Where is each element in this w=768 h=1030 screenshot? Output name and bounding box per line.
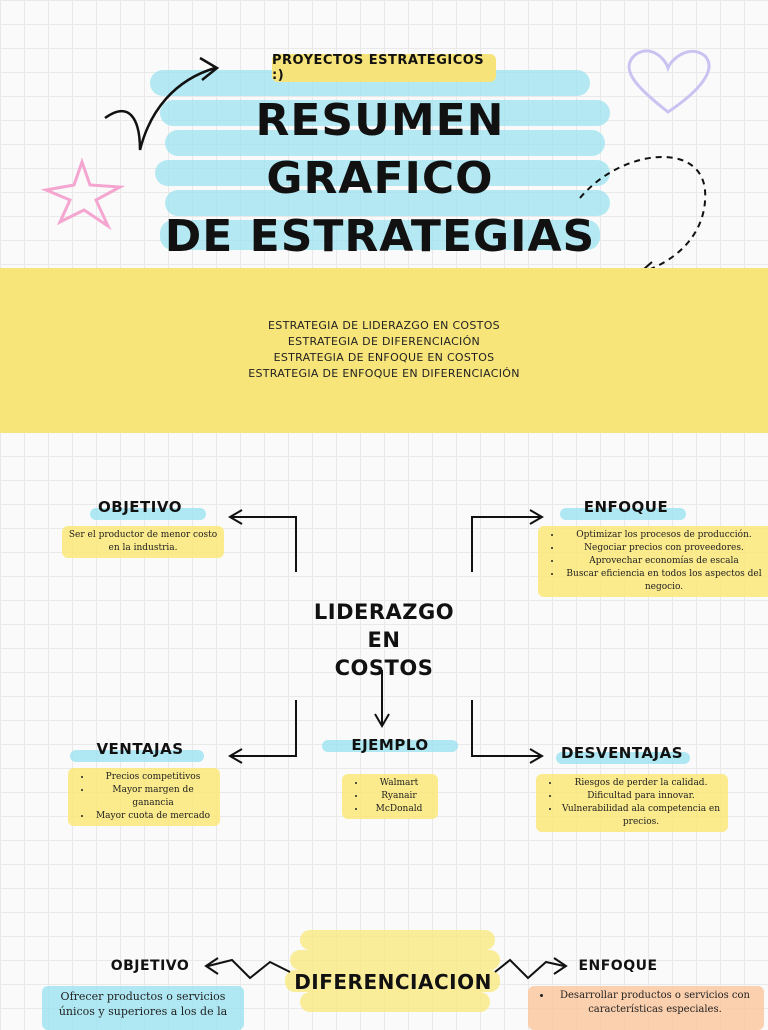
- ejemplo-title: EJEMPLO: [351, 736, 429, 754]
- strategy-list: [0, 318, 768, 382]
- heart-icon: [629, 51, 709, 112]
- strategy-item: ESTRATEGIA DE ENFOQUE EN DIFERENCIACIÓN: [248, 367, 520, 380]
- list-item: • Buscar eficiencia en todos los aspectos del negocio.: [562, 568, 766, 594]
- title-line-1: RESUMEN GRAFICO: [255, 95, 505, 204]
- objetivo-box: [62, 526, 224, 558]
- desventajas-title: DESVENTAJAS: [560, 744, 684, 762]
- strategy-item: ESTRATEGIA DE ENFOQUE EN COSTOS: [273, 351, 495, 364]
- project-tag: PROYECTOS ESTRATEGICOS :): [272, 54, 496, 82]
- enfoque-box: [538, 526, 768, 597]
- page-title: [160, 92, 600, 266]
- arrow-to-enfoque: [472, 517, 540, 572]
- enfoque-title: ENFOQUE: [583, 498, 669, 516]
- list-item: • Riesgos de perder la calidad.: [560, 777, 722, 790]
- dif-enfoque-title: ENFOQUE: [578, 958, 658, 974]
- objetivo-title: OBJETIVO: [98, 498, 182, 516]
- center-line-2: COSTOS: [334, 656, 434, 680]
- list-item: • Mayor margen de ganancia: [92, 784, 214, 810]
- list-item: • Ryanair: [366, 790, 432, 803]
- center-line-1: LIDERAZGO EN: [313, 600, 455, 652]
- dif-objetivo-text: Ofrecer productos o servicios únicos y superiores a los de la: [58, 990, 228, 1018]
- zigzag-arrow-left: [208, 960, 290, 978]
- list-item: • Aprovechar economías de escala: [562, 555, 766, 568]
- strategy-banner: [0, 268, 768, 433]
- list-item: • Dificultad para innovar.: [560, 790, 722, 803]
- list-item: • Precios competitivos: [92, 771, 214, 784]
- ventajas-box: [68, 768, 220, 826]
- list-item: • Negociar precios con proveedores.: [562, 542, 766, 555]
- strategy-item: ESTRATEGIA DE LIDERAZGO EN COSTOS: [268, 319, 500, 332]
- list-item: • Walmart: [366, 777, 432, 790]
- dif-objetivo-title: OBJETIVO: [110, 958, 190, 974]
- list-item: • Desarrollar productos o servicios con características especiales.: [552, 989, 758, 1017]
- dif-enfoque-box: [528, 986, 764, 1030]
- objetivo-text: Ser el productor de menor costo en la industria.: [68, 530, 218, 553]
- zigzag-arrow-right: [495, 960, 564, 978]
- list-item: • McDonald: [366, 803, 432, 816]
- arrow-to-objetivo: [232, 517, 296, 572]
- liderazgo-center-title: [296, 598, 472, 682]
- title-line-2: DE ESTRATEGIAS: [164, 211, 596, 262]
- list-item: • Vulnerabilidad ala competencia en precios.: [560, 803, 722, 829]
- desventajas-box: [536, 774, 728, 832]
- diferenciacion-center-title: DIFERENCIACION: [294, 970, 492, 994]
- strategy-item: ESTRATEGIA DE DIFERENCIACIÓN: [287, 335, 481, 348]
- ejemplo-box: [342, 774, 438, 819]
- arrow-to-ventajas: [232, 700, 296, 756]
- dif-objetivo-box: [42, 986, 244, 1030]
- list-item: • Mayor cuota de mercado: [92, 810, 214, 823]
- star-icon: [46, 162, 120, 226]
- arrow-to-desventajas: [472, 700, 540, 756]
- ventajas-title: VENTAJAS: [96, 740, 184, 758]
- list-item: • Optimizar los procesos de producción.: [562, 529, 766, 542]
